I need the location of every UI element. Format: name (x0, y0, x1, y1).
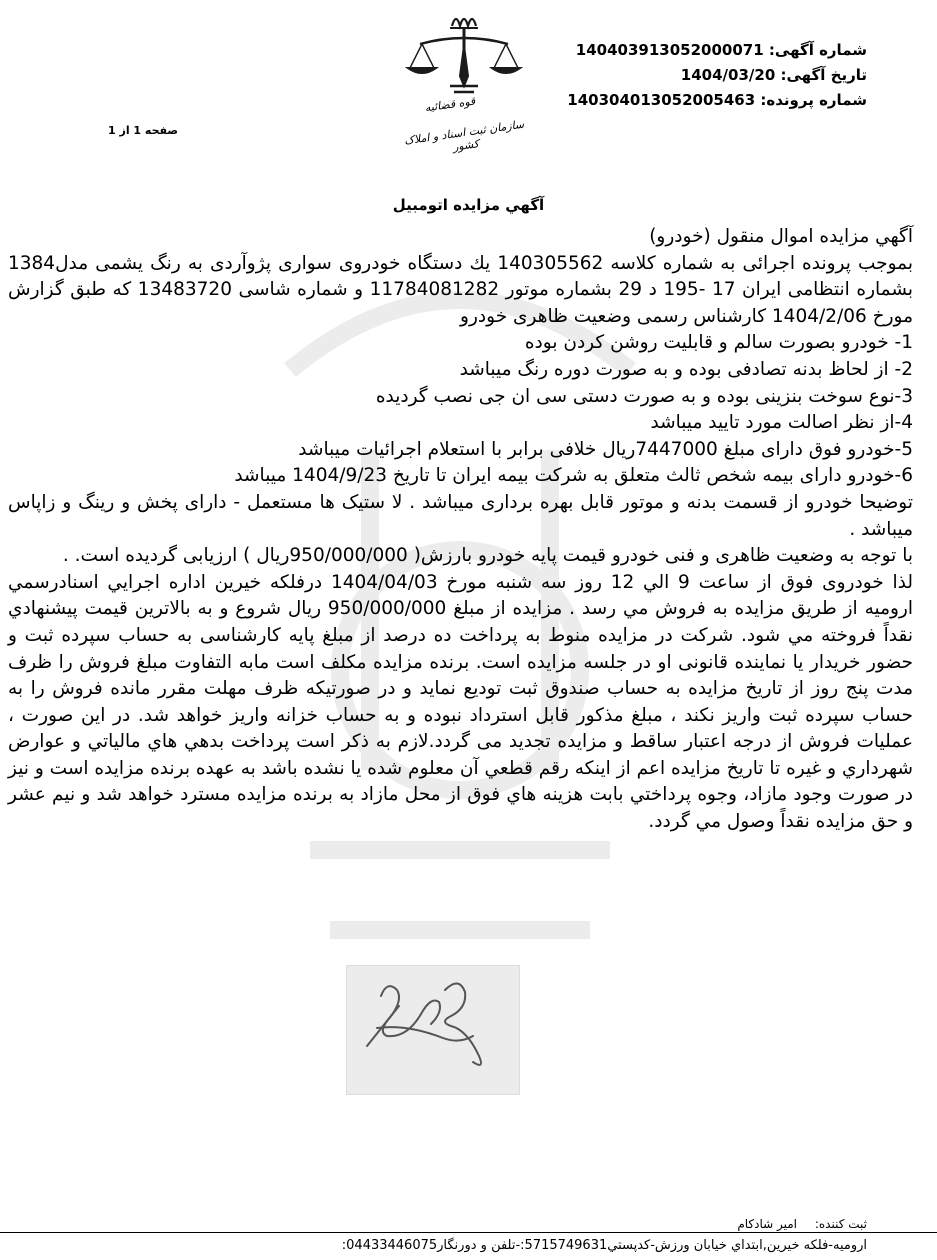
ad-number-value: 14040391305200007​1 (575, 41, 764, 59)
case-number-label: شماره پرونده: (760, 91, 867, 109)
paragraph-valuation: با توجه به وضعیت ظاهری و فنی خودرو قیمت پایه خودرو بارزش( 950/000/000ریال ) ارزیابی گردیده است. . (62, 545, 913, 567)
paragraph-item-4: 4-از نظر اصالت مورد تایید میباشد (650, 412, 913, 434)
paragraph-item-5: 5-خودرو فوق دارای مبلغ 7447000ریال خلافی برابر با استعلام اجرائیات میباشد (298, 438, 913, 460)
paragraph-item-2: 2- از لحاظ بدنه تصادفی بوده و به صورت دوره رنگ میباشد (459, 358, 913, 380)
case-number-row (567, 88, 867, 113)
footer-divider (0, 1232, 937, 1233)
paragraph-auction-terms: لذا خودروی فوق از ساعت 9 الي 12 روز سه شنبه مورخ 1404/04/03 درفلکه خیرین اداره اجرايي اسنادرسمي اروميه از طريق مزايده به فروش مي رسد . مزايده از مبلغ 950/000/000 ریال شروع و به بالاترين قيمت پيشنهادي نقداً فروخته مي شود. شرکت در مزایده منوط به پرداخت ده درصد از مبلغ پایه کارشناسی به حساب سپرده ثبت و حضور خریدار یا نماینده قانونی او در جلسه مزایده است. برنده مزایده مکلف است مابه التفاوت مبلغ فروش را ظرف مدت پنج روز از تاریخ مزایده به حساب صندوق ثبت تودیع نماید و در صورتیکه ظرف مهلت مقرر مانده فروش را به حساب سپرده ثبت واریز نکند ، مبلغ مذکور قابل استرداد نبوده و به حساب خزانه واریز خواهد شد. در این صورت ، عملیات فروش از درجه اعتبار ساقط و مزایده تجدید می گردد.لازم به ذکر است پرداخت بدهي هاي مالياتي و عوارض شهرداري و غيره تا تاريخ مزايده اعم از اينكه رقم قطعي آن معلوم شده يا نشده باشد به عهده برنده مزايده است و نيز در صورت وجود مازاد، وجوه پرداختي بابت هزينه هاي فوق از محل مازاد به برنده مزايده مسترد خواهد شد و نيم عشر و حق مزايده نقداً وصول مي گردد. (8, 571, 913, 833)
emblem-caption-judiciary: قوه قضائیه (424, 94, 476, 115)
ad-date-value: 1404/03/20 (680, 66, 776, 84)
ad-meta (567, 38, 867, 113)
registrar-line (737, 1217, 867, 1231)
signature-image (346, 965, 520, 1095)
ad-number-label: شماره آگهی: (768, 41, 867, 59)
scales-of-justice-icon (390, 6, 540, 106)
emblem-caption-registry: سازمان ثبت اسناد و املاک کشور (403, 117, 525, 154)
registrar-name: امیر شادکام (737, 1217, 798, 1231)
notice-body (8, 224, 913, 836)
page-title: آگهي مزايده اتومبيل (392, 196, 545, 214)
ad-number-row (567, 38, 867, 63)
footer-address: اروميه-فلكه خيرين,ابتداي خيابان ورزش-كدپستي5715749631:-تلفن و دورنگار04433446075: (341, 1238, 867, 1253)
paragraph-item-3: 3-نوع سوخت بنزینی بوده و به صورت دستی سی ان جی نصب گردیده (375, 385, 913, 407)
paragraph-explanation: توضیحا خودرو از قسمت بدنه و موتور قابل بهره برداری میباشد . لا ستیک ها مستعمل - دارای پخش و رینگ و زاپاس میباشد . (8, 491, 913, 540)
ad-date-label: تاریخ آگهی: (780, 66, 867, 84)
ad-date-row (567, 63, 867, 88)
page-counter: صفحه 1 از 1 (108, 124, 179, 137)
case-number-value: 140304013052005463 (567, 91, 756, 109)
paragraph-item-6: 6-خودرو دارای بیمه شخص ثالث متعلق به شرکت بیمه ایران تا تاریخ 1404/9/23 میباشد (234, 465, 913, 487)
paragraph-vehicle-details: بموجب پرونده اجرائی به شماره کلاسه 140305562 يك دستگاه خودروی سواری پژوآردی به رنگ يشمی مدل1384 بشماره انتظامی ایران 17 -195 د 29 بشماره موتور 11784081282 و شماره شاسی 13483720 که طبق گزارش مورخ 1404/2/06 کارشناس رسمی وضعیت ظاهری خودرو (8, 252, 913, 327)
paragraph-item-1: 1- خودرو بصورت سالم و قابلیت روشن کردن بوده (524, 332, 913, 354)
registrar-label: ثبت کننده: (814, 1217, 867, 1231)
handwritten-signature (347, 966, 519, 1094)
paragraph-subtitle: آگهي مزايده اموال منقول (خودرو) (649, 226, 913, 247)
